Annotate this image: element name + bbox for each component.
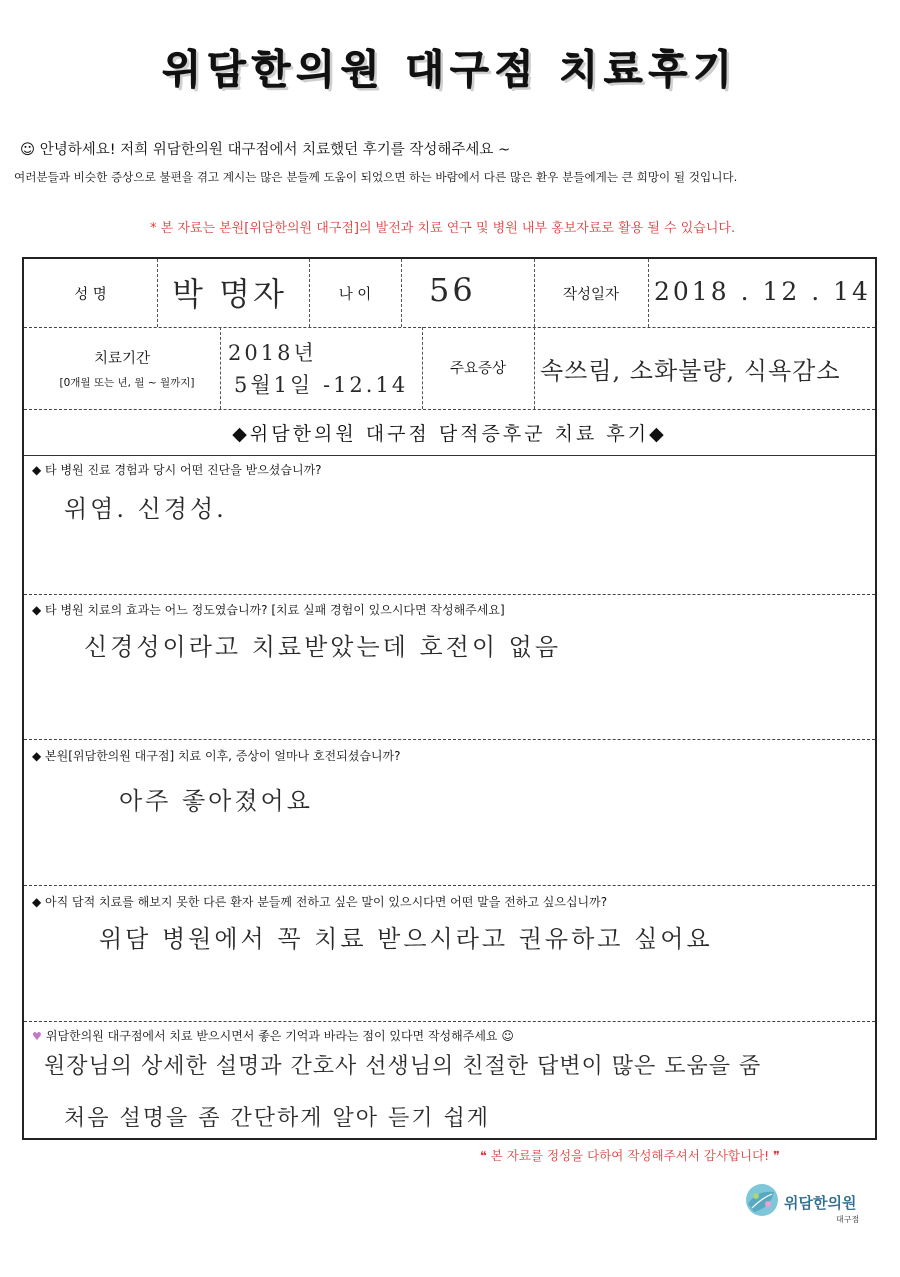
thanks-text: ❝ 본 자료를 정성을 다하여 작성해주셔서 감사합니다! ❞ bbox=[480, 1148, 780, 1163]
row-divider bbox=[24, 409, 875, 410]
question-2: ◆ 타 병원 치료의 효과는 어느 정도였습니까? [치료 실패 경험이 있으시다면 작성해주세요] bbox=[32, 603, 505, 617]
answer-3[interactable]: 아주 좋아졌어요 bbox=[119, 787, 313, 815]
date-value[interactable]: 2018 . 12 . 14 bbox=[654, 277, 871, 306]
row-divider bbox=[24, 885, 875, 886]
row-divider bbox=[24, 594, 875, 595]
period-value-start[interactable]: 2018년 bbox=[228, 341, 317, 365]
date-label: 작성일자 bbox=[562, 287, 620, 303]
page-title: 위담한의원 대구점 치료후기 bbox=[162, 47, 738, 93]
answer-2[interactable]: 신경성이라고 치료받았는데 호전이 없음 bbox=[84, 633, 562, 661]
clinic-logo bbox=[744, 1180, 874, 1230]
question-5: 위담한의원 대구점에서 치료 받으시면서 좋은 기억과 바라는 점이 있다면 작성해주세요 ☺ bbox=[45, 1029, 514, 1043]
answer-1[interactable]: 위염. 신경성. bbox=[64, 495, 227, 523]
divider bbox=[648, 259, 649, 327]
heart-icon: ♥ bbox=[32, 1030, 42, 1043]
period-hint: [0개월 또는 년, 월 ~ 월까지] bbox=[59, 377, 195, 389]
symptom-label: 주요증상 bbox=[449, 361, 507, 377]
notice-text: * 본 자료는 본원[위담한의원 대구점]의 발전과 치료 연구 및 병원 내부 홍보자료로 활용 될 수 있습니다. bbox=[150, 221, 736, 236]
leaf-logo-icon bbox=[744, 1182, 780, 1218]
age-label: 나 이 bbox=[338, 287, 372, 303]
question-5-row bbox=[32, 1027, 514, 1044]
row-divider bbox=[24, 327, 875, 328]
question-1: ◆ 타 병원 진료 경험과 당시 어떤 진단을 받으셨습니까? bbox=[32, 463, 322, 477]
divider bbox=[401, 259, 402, 327]
greeting-text: ☺ 안녕하세요! 저희 위담한의원 대구점에서 치료했던 후기를 작성해주세요 ~ bbox=[20, 142, 511, 158]
section-title: ◆위담한의원 대구점 담적증후군 치료 후기◆ bbox=[232, 423, 667, 445]
answer-4[interactable]: 위담 병원에서 꼭 치료 받으시라고 권유하고 싶어요 bbox=[99, 925, 713, 953]
question-3: ◆ 본원[위담한의원 대구점] 치료 이후, 증상이 얼마나 호전되셨습니까? bbox=[32, 749, 401, 763]
answer-5-line-2[interactable]: 처음 설명을 좀 간단하게 알아 듣기 쉽게 bbox=[64, 1106, 490, 1131]
row-divider bbox=[24, 1021, 875, 1022]
divider bbox=[220, 327, 221, 409]
divider bbox=[157, 259, 158, 327]
name-value[interactable]: 박 명자 bbox=[172, 275, 287, 313]
logo-name: 위담한의원 bbox=[784, 1194, 857, 1212]
age-value[interactable]: 56 bbox=[429, 271, 476, 309]
row-divider bbox=[24, 739, 875, 740]
intro-text: 여러분들과 비슷한 증상으로 불편을 겪고 계시는 많은 분들께 도움이 되었으면 하는 바람에서 다른 많은 환우 분들에게는 큰 희망이 될 것입니다. bbox=[14, 170, 738, 184]
row-divider bbox=[24, 455, 875, 456]
logo-branch: 대구점 bbox=[836, 1215, 860, 1224]
symptom-value[interactable]: 속쓰림, 소화불량, 식욕감소 bbox=[540, 357, 841, 385]
question-4: ◆ 아직 담적 치료를 해보지 못한 다른 환자 분들께 전하고 싶은 말이 있으시다면 어떤 말을 전하고 싶으십니까? bbox=[32, 895, 608, 909]
name-label: 성 명 bbox=[74, 287, 107, 303]
period-label: 치료기간 bbox=[93, 351, 151, 367]
divider bbox=[534, 327, 535, 409]
period-value-end[interactable]: 5월1일 -12.14 bbox=[234, 373, 409, 397]
review-form bbox=[22, 257, 877, 1140]
answer-5-line-1[interactable]: 원장님의 상세한 설명과 간호사 선생님의 친절한 답변이 많은 도움을 줌 bbox=[44, 1054, 762, 1079]
